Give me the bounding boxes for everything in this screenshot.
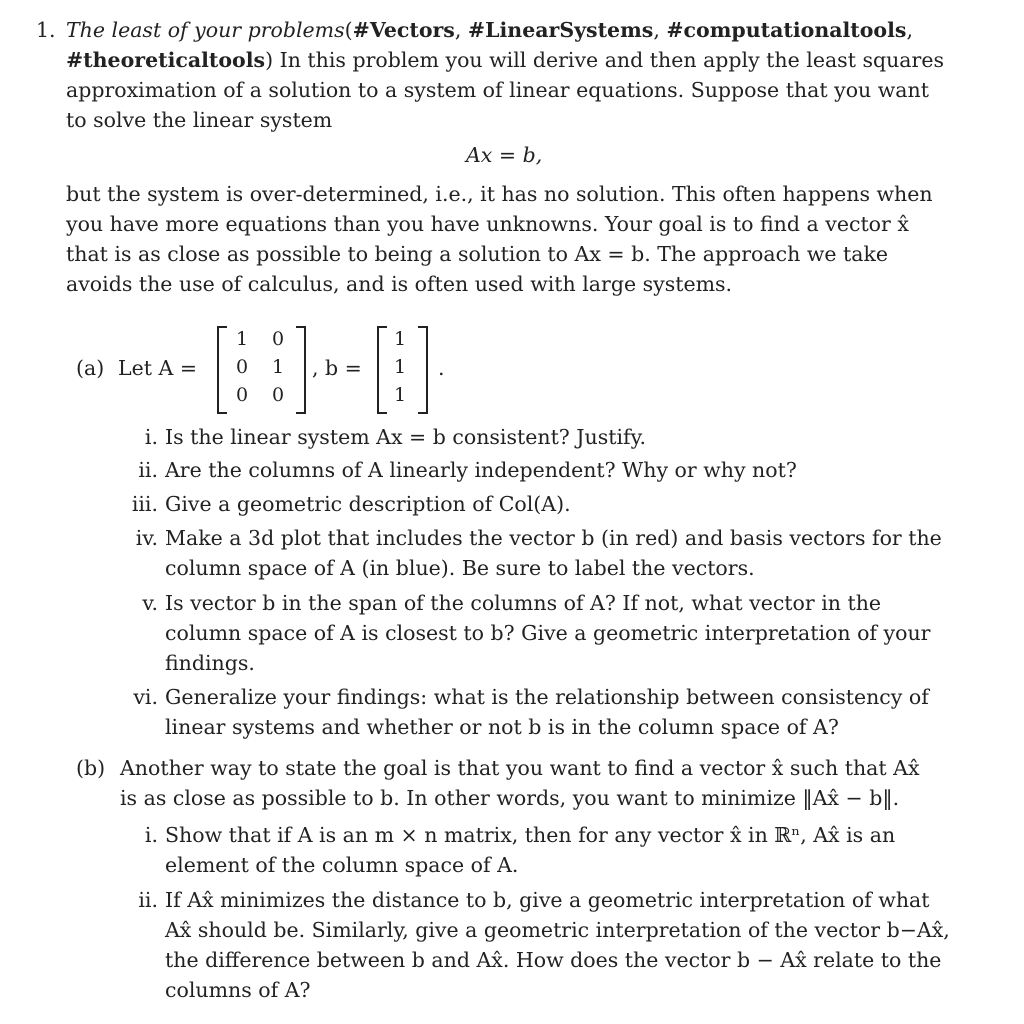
- matrix-A-cell: 0: [235, 356, 249, 378]
- display-equation: Ax = b,: [466, 143, 543, 167]
- item-number: v.: [142, 591, 158, 615]
- problem-intro-line-3: to solve the linear system: [66, 108, 333, 132]
- vector-b-cell: 1: [393, 384, 407, 406]
- part-a-label: (a): [76, 356, 105, 380]
- tag-linear-systems: #LinearSystems: [467, 18, 654, 42]
- part-b-item-ii-line-2: Ax̂ should be. Similarly, give a geometric interpretation of the vector b−Ax̂,: [165, 918, 950, 942]
- part-a-item-v-line-1: Is vector b in the span of the columns of A? If not, what vector in the: [165, 591, 882, 615]
- matrix-A-cell: 1: [235, 328, 249, 350]
- tag-vectors: #Vectors: [352, 18, 455, 42]
- item-number: iv.: [135, 526, 158, 550]
- problem-title: The least of your problems: [66, 18, 345, 42]
- item-number: ii.: [138, 888, 158, 912]
- part-b-line-2: is as close as possible to b. In other words, you want to minimize ‖Ax̂ − b‖.: [120, 786, 900, 810]
- vector-b-right-bracket: [418, 326, 428, 414]
- part-a-item-iii-line: Give a geometric description of Col(A).: [165, 492, 571, 516]
- part-b-item-ii-line-4: columns of A?: [165, 978, 311, 1002]
- part-a-item-ii-line: Are the columns of A linearly independent? Why or why not?: [165, 458, 797, 482]
- problem-number: 1.: [36, 18, 56, 42]
- matrix-A-cell: 1: [271, 356, 285, 378]
- part-a-item-iv-line-2: column space of A (in blue). Be sure to label the vectors.: [165, 556, 755, 580]
- part-a-let-text: Let A =: [118, 356, 197, 380]
- item-number: vi.: [133, 685, 158, 709]
- matrix-end-period: .: [438, 356, 445, 380]
- part-a-item-vi-line-1: Generalize your findings: what is the relationship between consistency of: [165, 685, 929, 709]
- paragraph-2-line-2: you have more equations than you have unknowns. Your goal is to find a vector x̂: [66, 212, 909, 236]
- problem-intro-line-1: #theoreticaltools) In this problem you will derive and then apply the least squares: [66, 48, 944, 72]
- part-b-item-ii-line-1: If Ax̂ minimizes the distance to b, give a geometric interpretation of what: [165, 888, 930, 912]
- item-number: i.: [144, 425, 158, 449]
- problem-intro-line-2: approximation of a solution to a system of linear equations. Suppose that you want: [66, 78, 929, 102]
- problem-header-line: The least of your problems(#Vectors, #LinearSystems, #computationaltools,: [66, 18, 913, 42]
- item-number: i.: [144, 823, 158, 847]
- part-a-item-i-line: Is the linear system Ax = b consistent? Justify.: [165, 425, 647, 449]
- paragraph-2-line-1: but the system is over-determined, i.e., it has no solution. This often happens when: [66, 182, 933, 206]
- vector-b-cell: 1: [393, 328, 407, 350]
- part-b-item-i-line-1: Show that if A is an m × n matrix, then for any vector x̂ in ℝⁿ, Ax̂ is an: [165, 823, 896, 847]
- paragraph-2-line-3: that is as close as possible to being a solution to Ax = b. The approach we take: [66, 242, 889, 266]
- matrix-A-right-bracket: [296, 326, 306, 414]
- matrix-A-cell: 0: [271, 384, 285, 406]
- tag-theoretical-tools: #theoreticaltools: [66, 48, 266, 72]
- tag-computational-tools: #computationaltools: [666, 18, 907, 42]
- matrix-A-left-bracket: [217, 326, 227, 414]
- part-b-item-i-line-2: element of the column space of A.: [165, 853, 519, 877]
- item-number: ii.: [138, 458, 158, 482]
- part-b-item-ii-line-3: the difference between b and Ax̂. How does the vector b − Ax̂ relate to the: [165, 948, 942, 972]
- part-a-item-vi-line-2: linear systems and whether or not b is in the column space of A?: [165, 715, 839, 739]
- paragraph-2-line-4: avoids the use of calculus, and is often used with large systems.: [66, 272, 733, 296]
- part-a-item-v-line-2: column space of A is closest to b? Give a geometric interpretation of your: [165, 621, 931, 645]
- part-a-item-iv-line-1: Make a 3d plot that includes the vector b (in red) and basis vectors for the: [165, 526, 942, 550]
- part-b-label: (b): [76, 756, 106, 780]
- vector-b-cell: 1: [393, 356, 407, 378]
- matrix-A-cell: 0: [235, 384, 249, 406]
- item-number: iii.: [131, 492, 158, 516]
- part-b-line-1: Another way to state the goal is that you want to find a vector x̂ such that Ax̂: [120, 756, 920, 780]
- matrix-A-cell: 0: [271, 328, 285, 350]
- vector-b-left-bracket: [377, 326, 387, 414]
- part-a-item-v-line-3: findings.: [165, 651, 255, 675]
- b-equals-text: , b =: [312, 356, 362, 380]
